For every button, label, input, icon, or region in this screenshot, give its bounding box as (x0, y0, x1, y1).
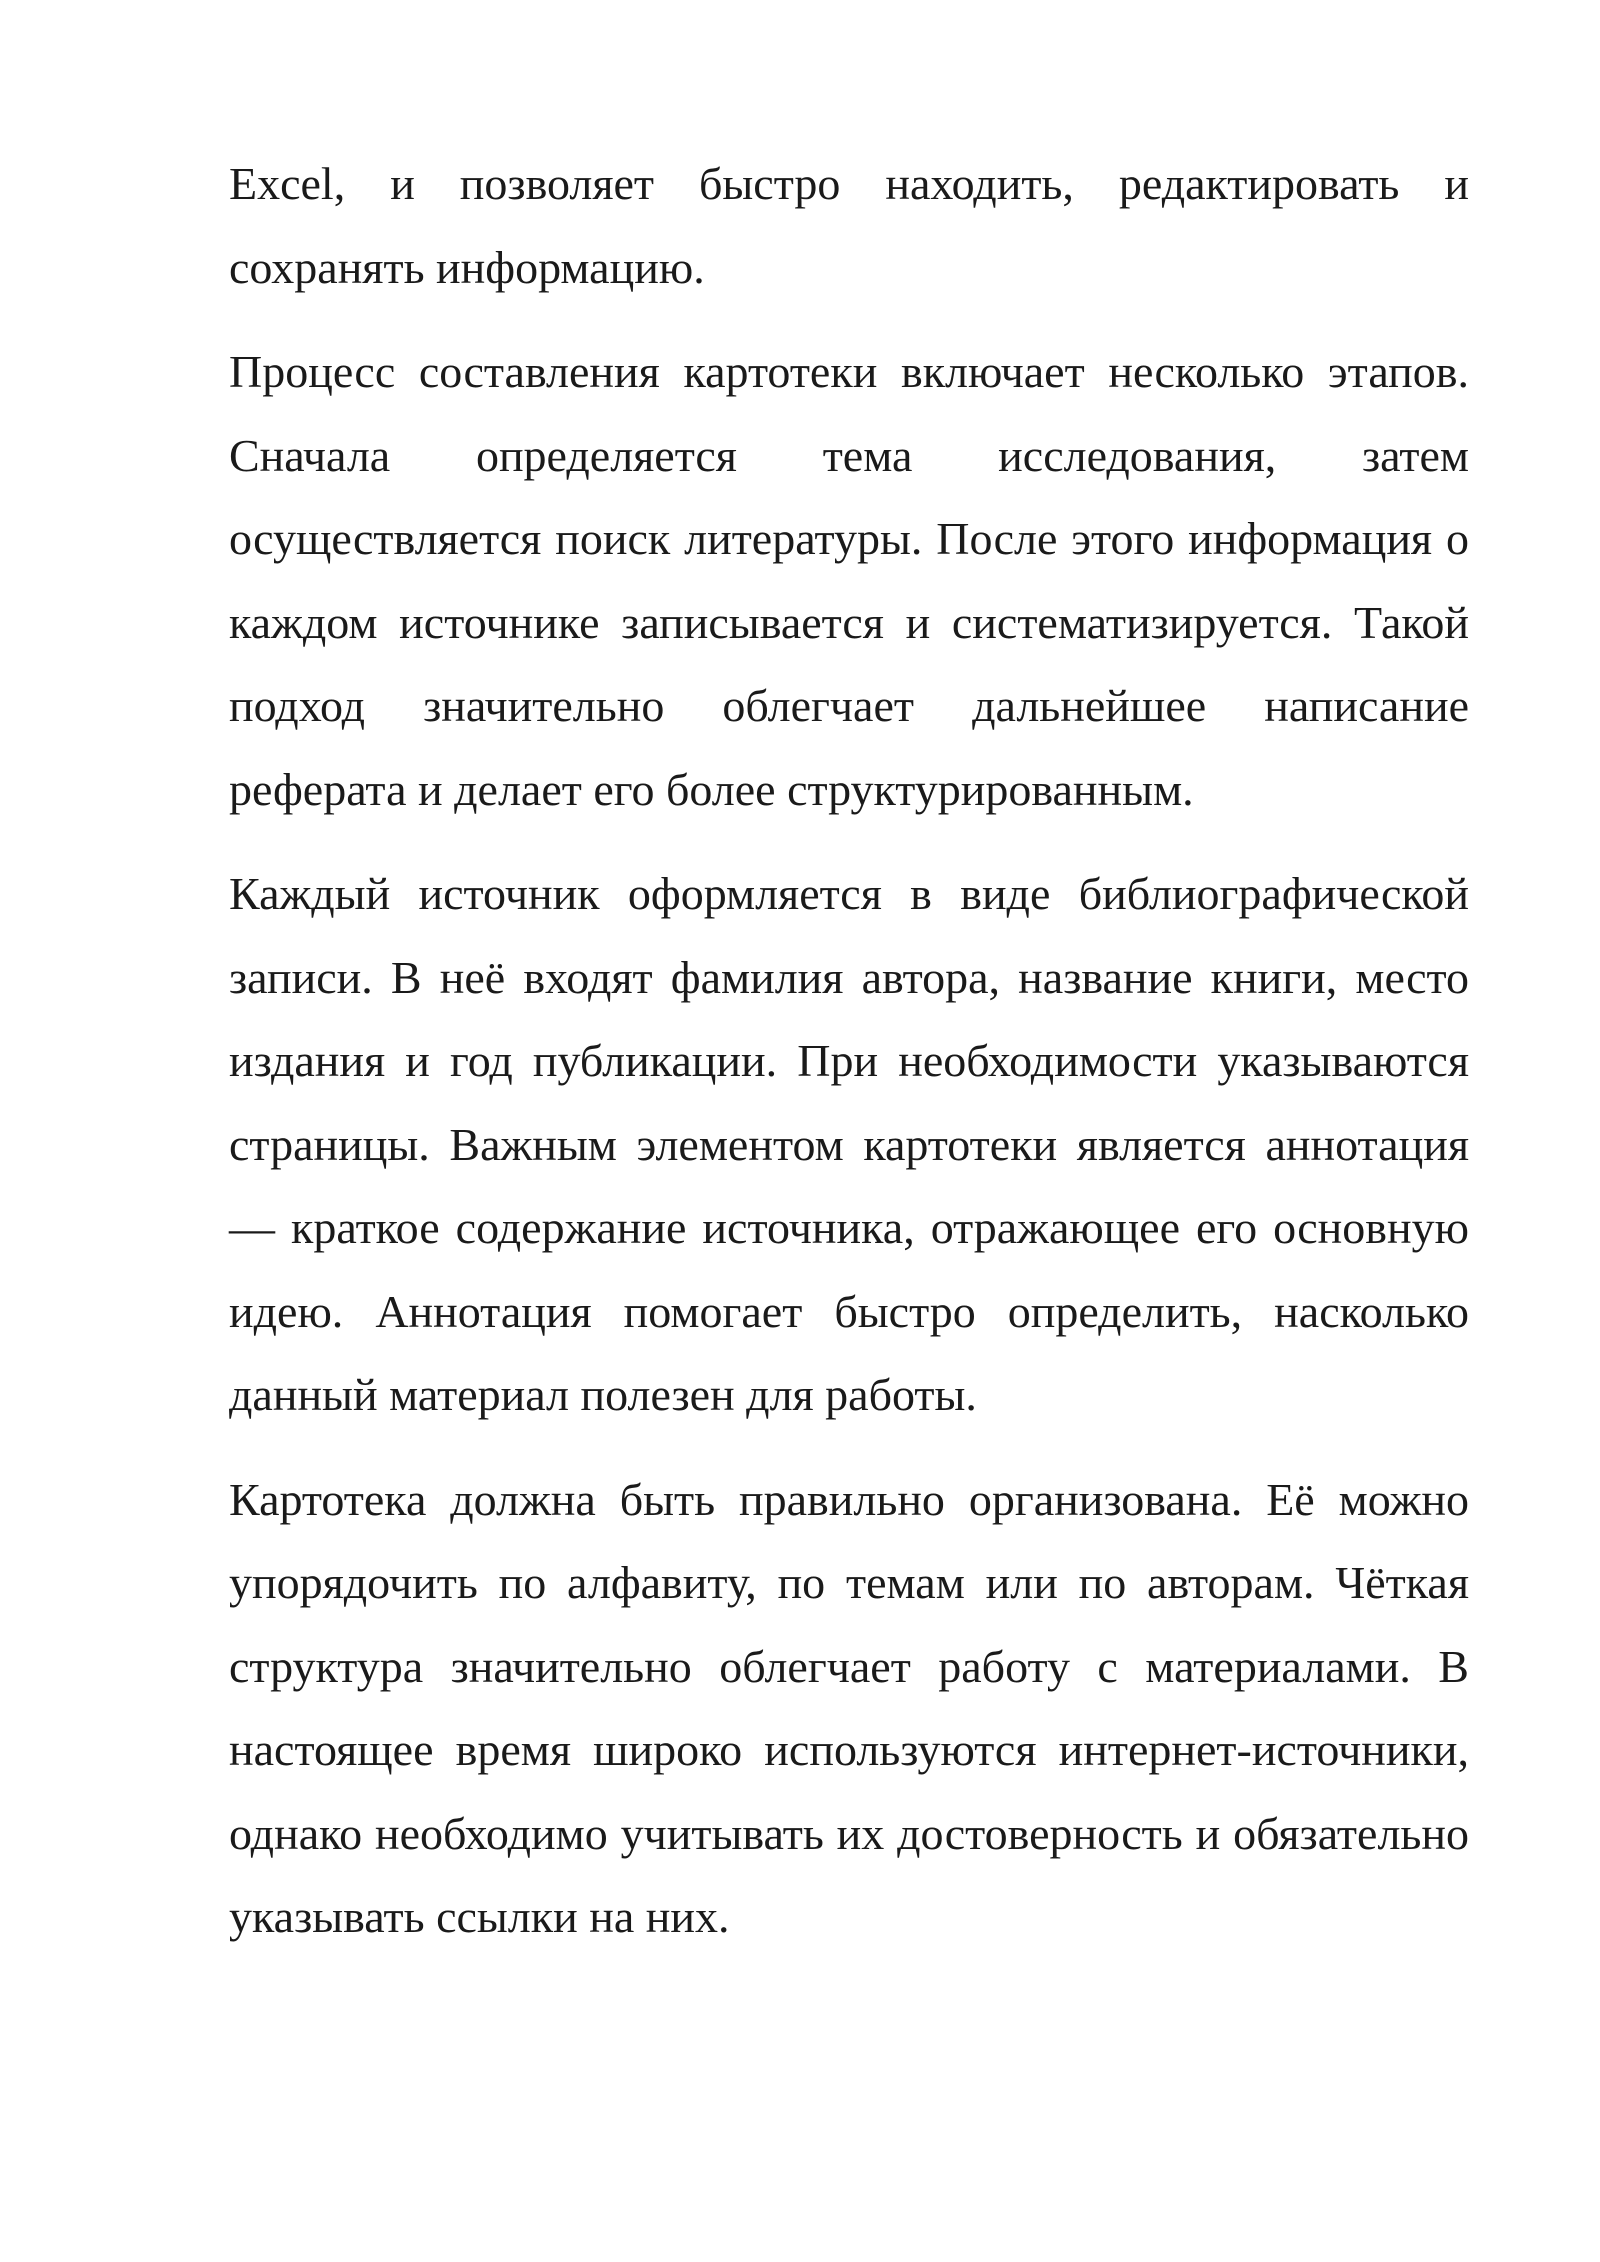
paragraph: Каждый источник оформляется в виде библиографической записи. В неё входят фамилия автора, название книги, место издания и год публикации. При необходимости указываются страницы. Важным элементом картотеки является аннотация — краткое содержание источника, отражающее его основную идею. Аннотация помогает быстро определить, насколько данный материал полезен для работы. (229, 868, 1469, 1420)
paragraph: Процесс составления картотеки включает несколько этапов. Сначала определяется тема исследования, затем осуществляется поиск литературы. После этого информация о каждом источнике записывается и систематизируется. Такой подход значительно облегчает дальнейшее написание реферата и делает его более структурированным. (229, 346, 1469, 815)
paragraph: Excel, и позволяет быстро находить, редактировать и сохранять информацию. (229, 158, 1469, 293)
paragraph: Картотека должна быть правильно организована. Её можно упорядочить по алфавиту, по темам или по авторам. Чёткая структура значительно облегчает работу с материалами. В настоящее время широко используются интернет-источники, однако необходимо учитывать их достоверность и обязательно указывать ссылки на них. (229, 1473, 1469, 1942)
body-text (229, 142, 1469, 1980)
